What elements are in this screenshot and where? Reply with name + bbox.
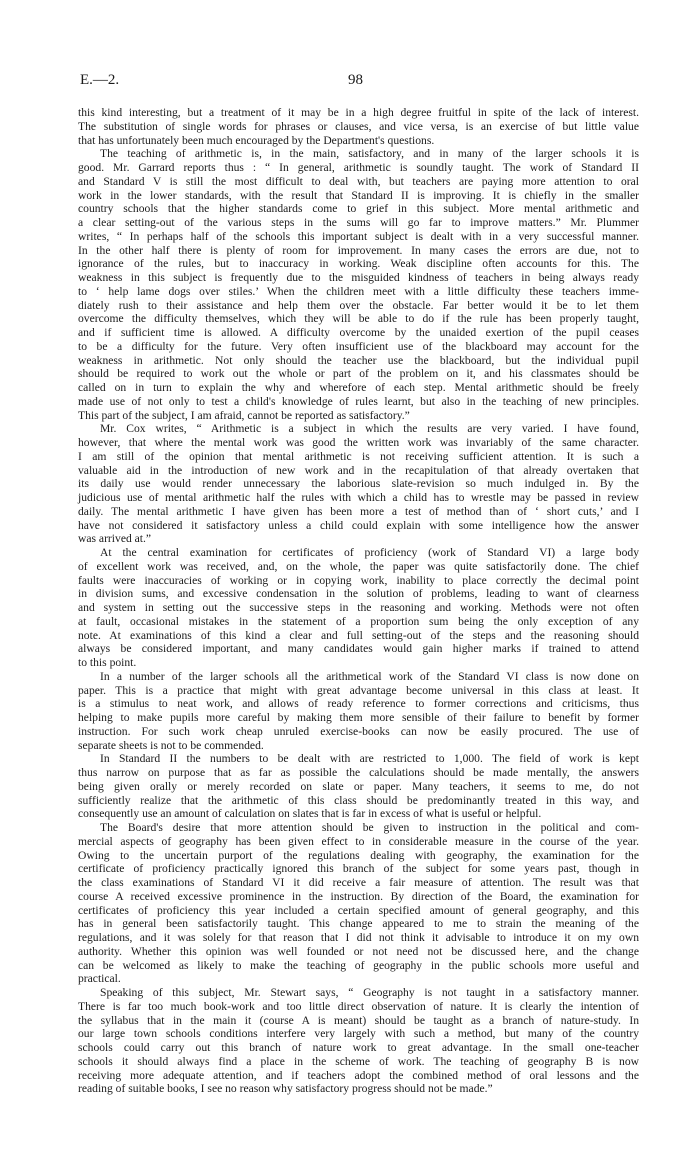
text-line: that has unfortunately been much encouraged by the Department's questions. [78,133,435,147]
text-line: note. At examinations of this kind a clear and full setting-out of the steps and the reasoning should [78,628,639,642]
text-line: separate sheets is not to be commended. [78,738,264,752]
paragraph [78,670,639,753]
text-line: I am still of the opinion that mental arithmetic is not receiving sufficient attention. It is such a [78,449,639,463]
text-line: a clear setting-out of the various steps in the sums will go far to improve matters.” Mr. Plummer [78,216,639,229]
text-line: the syllabus that in the main it (course A is meant) should be taught as a branch of nature-study. In [78,1013,639,1027]
paragraph [78,752,639,821]
text-line: is a stimulus to neat work, and allows of ready reference to former corrections and criticisms, thus [78,697,639,711]
paragraph [78,422,639,546]
text-line: paper. This is a practice that might with great advantage become universal in this class at least. It [78,683,639,697]
text-line: In the other half there is plenty of room for improvement. In many cases the errors are due, not to [78,243,639,257]
paragraph [78,821,639,986]
text-line: the class examinations of Standard VI it did receive a fair measure of attention. The result was that [78,876,639,889]
text-line: valuable aid in the introduction of new work and in the recapitulation of that already overtaken that [78,463,639,477]
text-line: schools could carry out this branch of nature work to great advantage. In the small one-teacher [78,1041,639,1054]
paragraph [78,147,639,422]
text-line: Mr. Cox writes, “ Arithmetic is a subject in which the results are very varied. I have found, [100,422,639,436]
text-line: in division sums, and excessive condensation in the solution of problems, leading to want of clearness [78,587,639,601]
text-line: reading of suitable books, I see no reason why satisfactory progress should not be made.” [78,1082,493,1096]
text-line: made use of not only to test a child's knowledge of rules learnt, but also in the teaching of new principles. [78,394,639,408]
text-line: diately rush to their assistance and help them over the obstacle. Far better would it be to let them [78,298,639,312]
paragraph [78,106,639,147]
text-line: certificate of proficiency practically ignored this branch of the subject for some years past, though in [78,862,639,876]
text-line: overcome the difficulty themselves, which they will be able to do if the rule has been properly taught, [78,312,639,326]
text-line: In Standard II the numbers to be dealt with are restricted to 1,000. The field of work is kept [100,752,639,766]
text-line: at fault, occasional mistakes in the statement of a proportion sum being the only exception of any [78,614,639,628]
text-line: The substitution of single words for phrases or clauses, and vice versa, is an exercise of but little value [78,119,639,133]
text-line: writes, “ In perhaps half of the schools this important subject is dealt with in a very successful manner. [78,229,639,243]
text-line: In a number of the larger schools all the arithmetical work of the Standard VI class is now done on [100,669,639,683]
text-line: and system in setting out the successive steps in the reasoning and working. Methods were not often [78,601,639,614]
text-line: Owing to the uncertain purport of the regulations dealing with geography, the examination for the [78,848,639,862]
text-line: faults were inaccuracies of working or in copying work, inability to place correctly the decimal point [78,573,639,587]
text-line: mercial aspects of geography has been given effect to in considerable measure in the course of the year. [78,834,639,848]
text-line: authority. Whether this opinion was well founded or not need not be discussed here, and the change [78,944,639,958]
text-line: At the central examination for certificates of proficiency (work of Standard VI) a large body [100,546,639,559]
text-line: This part of the subject, I am afraid, cannot be reported as satisfactory.” [78,408,410,422]
text-line: however, that where the mental work was good the written work was invariably of the same character. [78,436,639,449]
text-line: instruction. For such work cheap unruled exercise-books can now be easily procured. The use of [78,724,639,738]
text-line: regulations, and it was solely for that reason that I did not think it advisable to introduce it on my own [78,931,639,944]
text-line: being given orally or merely recorded on slate or paper. Many teachers, it seems to me, do not [78,779,639,793]
text-line: and if sufficient time is allowed. A difficulty overcome by the unaided exertion of the pupil ceases [78,326,639,339]
paragraph [78,546,639,670]
text-line: judicious use of mental arithmetic half the rules with which a child has to wrestle may be passed in review [78,491,639,504]
text-line: sufficiently realize that the arithmetic of this class should be predominantly treated in this way, and [78,793,639,807]
text-line: Speaking of this subject, Mr. Stewart says, “ Geography is not taught in a satisfactory manner. [100,986,639,999]
body-text [78,106,639,1096]
text-line: course A received excessive prominence in the instruction. By direction of the Board, the examination for [78,889,639,903]
text-line: daily. The mental arithmetic I have given has been more a test of method than of ‘ short cuts,’ and I [78,504,639,518]
text-line: receiving more adequate attention, and if teachers adopt the combined method of oral lessons and the [78,1068,639,1082]
paragraph [78,986,639,1096]
text-line: The Board's desire that more attention should be given to instruction in the political and com- [100,821,639,834]
page-number: 98 [348,72,363,88]
text-line: helping to make pupils more careful by making them more sensible of their failure to benefit by former [78,711,639,724]
text-line: called on in turn to explain the why and wherefore of each step. Mental arithmetic should be freely [78,381,639,394]
text-line: to this point. [78,656,137,669]
text-line: to be a difficulty for the future. Very often insufficient use of the blackboard may account for the [78,339,639,353]
text-line: our large town schools conditions interfere very largely with such a method, but many of the country [78,1027,639,1041]
text-line: its daily use would render unnecessary the laborious slate-revision so much indulged in. By the [78,477,639,491]
text-line: and Standard V is still the most difficult to deal with, but teachers are paying more attention to oral [78,174,639,188]
page-header [80,72,640,92]
text-line: practical. [78,972,121,986]
text-line: certificates of proficiency this year included a certain specified amount of general geography, and this [78,903,639,917]
text-line: country schools that the higher standards come to grief in this subject. More mental arithmetic and [78,202,639,216]
text-line: weakness in this subject is frequently due to the misguided kindness of teachers in being always ready [78,271,639,284]
text-line: to ‘ help lame dogs over stiles.’ When the children meet with a little difficulty these teachers imme- [78,284,639,298]
text-line: of excellent work was received, and, on the whole, the paper was quite satisfactorily done. The chief [78,559,639,573]
text-line: good. Mr. Garrard reports thus : “ In general, arithmetic is soundly taught. The work of Standard II [78,161,639,174]
text-line: consequently use an amount of calculation on slates that is far in excess of what is useful or helpful. [78,807,542,821]
text-line: this kind interesting, but a treatment of it may be in a high degree fruitful in spite of the lack of interest. [78,106,639,119]
text-line: ignorance of the rules, but to inaccuracy in working. Weak discipline often accounts for this. The [78,257,639,271]
text-line: weakness in arithmetic. Not only should the teacher use the blackboard, but the individual pupil [78,353,639,367]
text-line: schools it should always find a place in the scheme of work. The teaching of geography B is now [78,1054,639,1068]
text-line: always be considered important, and many candidates would gain higher marks if trained to attend [78,642,639,656]
document-reference: E.—2. [80,72,120,88]
text-line: The teaching of arithmetic is, in the main, satisfactory, and in many of the larger schools it is [100,147,639,161]
text-line: thus narrow on purpose that as far as possible the calculations should be made mentally, the answers [78,766,639,779]
text-line: There is far too much book-work and too little direct observation of nature. It is clearly the intention of [78,999,639,1013]
text-line: have not considered it satisfactory unless a child could explain with some intelligence how the answer [78,518,639,532]
text-line: work in the lower standards, with the result that Standard II is improving. It is chiefly in the smaller [78,188,639,202]
text-line: should be required to work out the whole or part of the problem on it, and his classmates should be [78,367,639,381]
text-line: has in general been satisfactorily taught. This change appeared to me to strain the meaning of the [78,917,639,931]
text-line: was arrived at.” [78,532,152,546]
text-line: can be welcomed as likely to make the teaching of geography in the public schools more useful and [78,958,639,972]
